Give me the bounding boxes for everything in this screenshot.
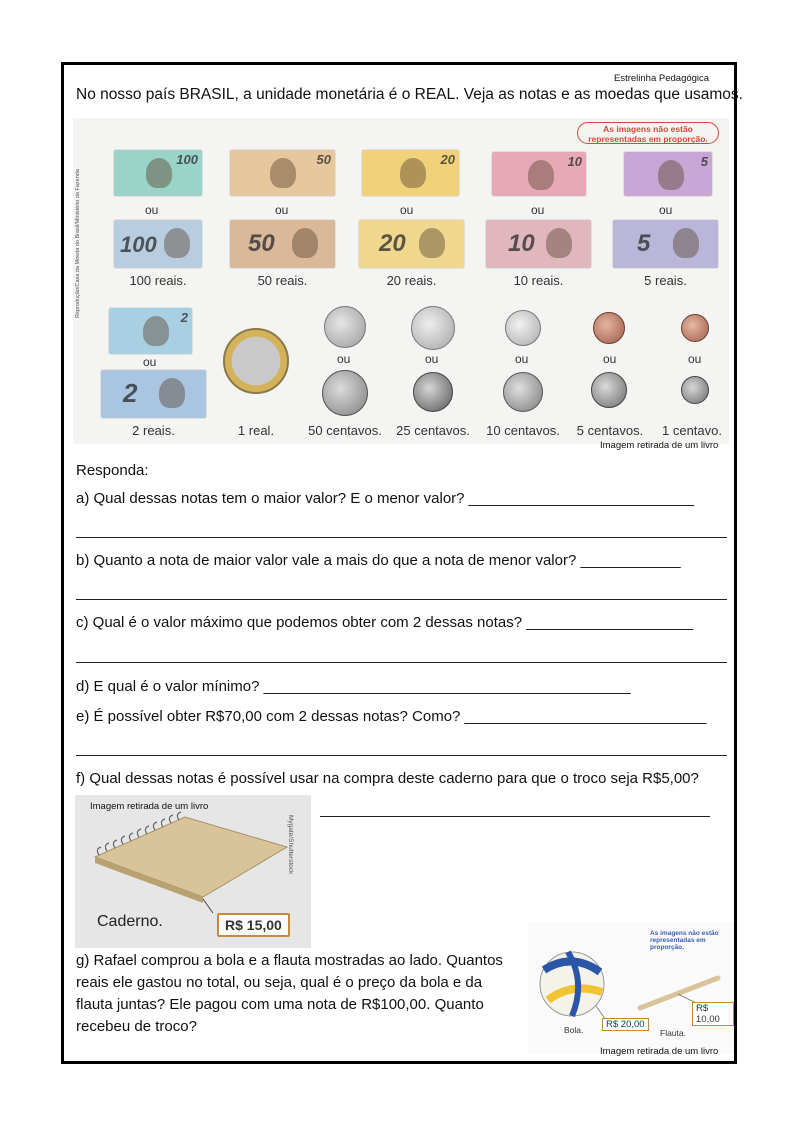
or-label: ou	[603, 352, 617, 366]
answer-line-e[interactable]	[76, 755, 727, 756]
ball-flute-image	[528, 922, 734, 1054]
note-10-new: 10	[486, 220, 591, 268]
question-b: b) Quanto a nota de maior valor vale a mais do que a nota de menor valor? ____________	[76, 552, 681, 569]
flute-price-tag: R$ 10,00	[692, 1002, 734, 1026]
or-label: ou	[400, 203, 414, 217]
note-50-old: 50	[230, 150, 335, 196]
coin-50-old	[324, 306, 366, 348]
or-label: ou	[659, 203, 673, 217]
proportion-disclaimer: As imagens não estão representadas em proporção.	[577, 122, 719, 144]
coin-label-10: 10 centavos.	[486, 423, 560, 438]
or-label: ou	[337, 352, 351, 366]
coin-label-25: 25 centavos.	[396, 423, 470, 438]
answer-line-c[interactable]	[76, 662, 727, 663]
question-c: c) Qual é o valor máximo que podemos obter com 2 dessas notas? ____________________	[76, 614, 694, 631]
notebook-caption: Caderno.	[97, 913, 163, 930]
note-label-50: 50 reais.	[257, 273, 308, 288]
site-credit: Estrelinha Pedagógica	[614, 73, 710, 84]
notebook-credit: Imagem retirada de um livro	[90, 801, 209, 812]
or-label: ou	[145, 203, 159, 217]
money-image-credit: Imagem retirada de um livro	[600, 440, 719, 451]
note-2-new: 2	[101, 370, 206, 418]
coin-label-50: 50 centavos.	[308, 423, 382, 438]
notebook-image	[75, 795, 311, 948]
coin-label-1-centavo: 1 centavo.	[662, 423, 722, 438]
question-d: d) E qual é o valor mínimo? ____________________________________________	[76, 678, 631, 695]
note-label-20: 20 reais.	[386, 273, 437, 288]
coin-50-new	[322, 370, 368, 416]
note-100-new: 100	[114, 220, 202, 268]
note-2-old: 2	[109, 308, 192, 354]
side-credit: Reprodução/Casa da Moeda do Brasil/Ministério da Fazenda	[75, 169, 81, 318]
flute-label: Flauta.	[660, 1028, 686, 1038]
question-g: g) Rafael comprou a bola e a flauta mostradas ao lado. Quantos reais ele gastou no total, ou seja, qual é o preço da bola e da flauta juntas? Ele pagou com uma nota de R$100,00. Quanto recebeu de troco?	[76, 952, 503, 1035]
or-label: ou	[688, 352, 702, 366]
questions-heading: Responda:	[76, 462, 149, 479]
or-label: ou	[515, 352, 529, 366]
coin-5-old	[593, 312, 625, 344]
coin-5-new	[591, 372, 627, 408]
question-e: e) É possível obter R$70,00 com 2 dessas notas? Como? _____________________________	[76, 708, 707, 725]
answer-line-b[interactable]	[76, 599, 727, 600]
notebook-price-tag: R$ 15,00	[217, 913, 290, 937]
note-100-old: 100	[114, 150, 202, 196]
ball-flute-drawing	[528, 922, 734, 1054]
coin-25-old	[411, 306, 455, 350]
coin-label-5: 5 centavos.	[576, 423, 644, 438]
question-a: a) Qual dessas notas tem o maior valor? E o menor valor? ___________________________	[76, 490, 694, 507]
coin-10-old	[505, 310, 541, 346]
coin-25-new	[413, 372, 453, 412]
note-label-100: 100 reais.	[129, 273, 187, 288]
ball-price-tag: R$ 20,00	[602, 1018, 649, 1031]
notebook-photo-credit: Mygate/Shutterstock	[287, 815, 294, 875]
intro-text: No nosso país BRASIL, a unidade monetária é o REAL. Veja as notas e as moedas que usamos.	[76, 86, 743, 103]
or-label: ou	[143, 355, 157, 369]
coin-10-new	[503, 372, 543, 412]
note-label-2: 2 reais.	[132, 423, 175, 438]
note-5-new: 5	[613, 220, 718, 268]
question-f: f) Qual dessas notas é possível usar na compra deste caderno para que o troco seja R$5,00?	[76, 770, 699, 787]
note-label-10: 10 reais.	[513, 273, 564, 288]
coin-1-new	[681, 376, 709, 404]
ball-label: Bola.	[564, 1025, 584, 1035]
note-20-new: 20	[359, 220, 464, 268]
coin-1-real	[223, 328, 289, 394]
note-label-5: 5 reais.	[644, 273, 687, 288]
note-50-new: 50	[230, 220, 335, 268]
note-10-old: 10	[492, 152, 586, 196]
or-label: ou	[425, 352, 439, 366]
money-panel	[73, 118, 729, 444]
note-5-old: 5	[624, 152, 712, 196]
or-label: ou	[275, 203, 289, 217]
answer-line-a[interactable]	[76, 537, 727, 538]
coin-1-old	[681, 314, 709, 342]
note-20-old: 20	[362, 150, 459, 196]
or-label: ou	[531, 203, 545, 217]
answer-line-f[interactable]	[320, 816, 710, 817]
ball-flute-disclaimer: As imagens não estão representadas em proporção.	[650, 930, 719, 951]
coin-label-1-real: 1 real.	[237, 423, 275, 438]
ball-flute-credit: Imagem retirada de um livro	[600, 1046, 719, 1057]
